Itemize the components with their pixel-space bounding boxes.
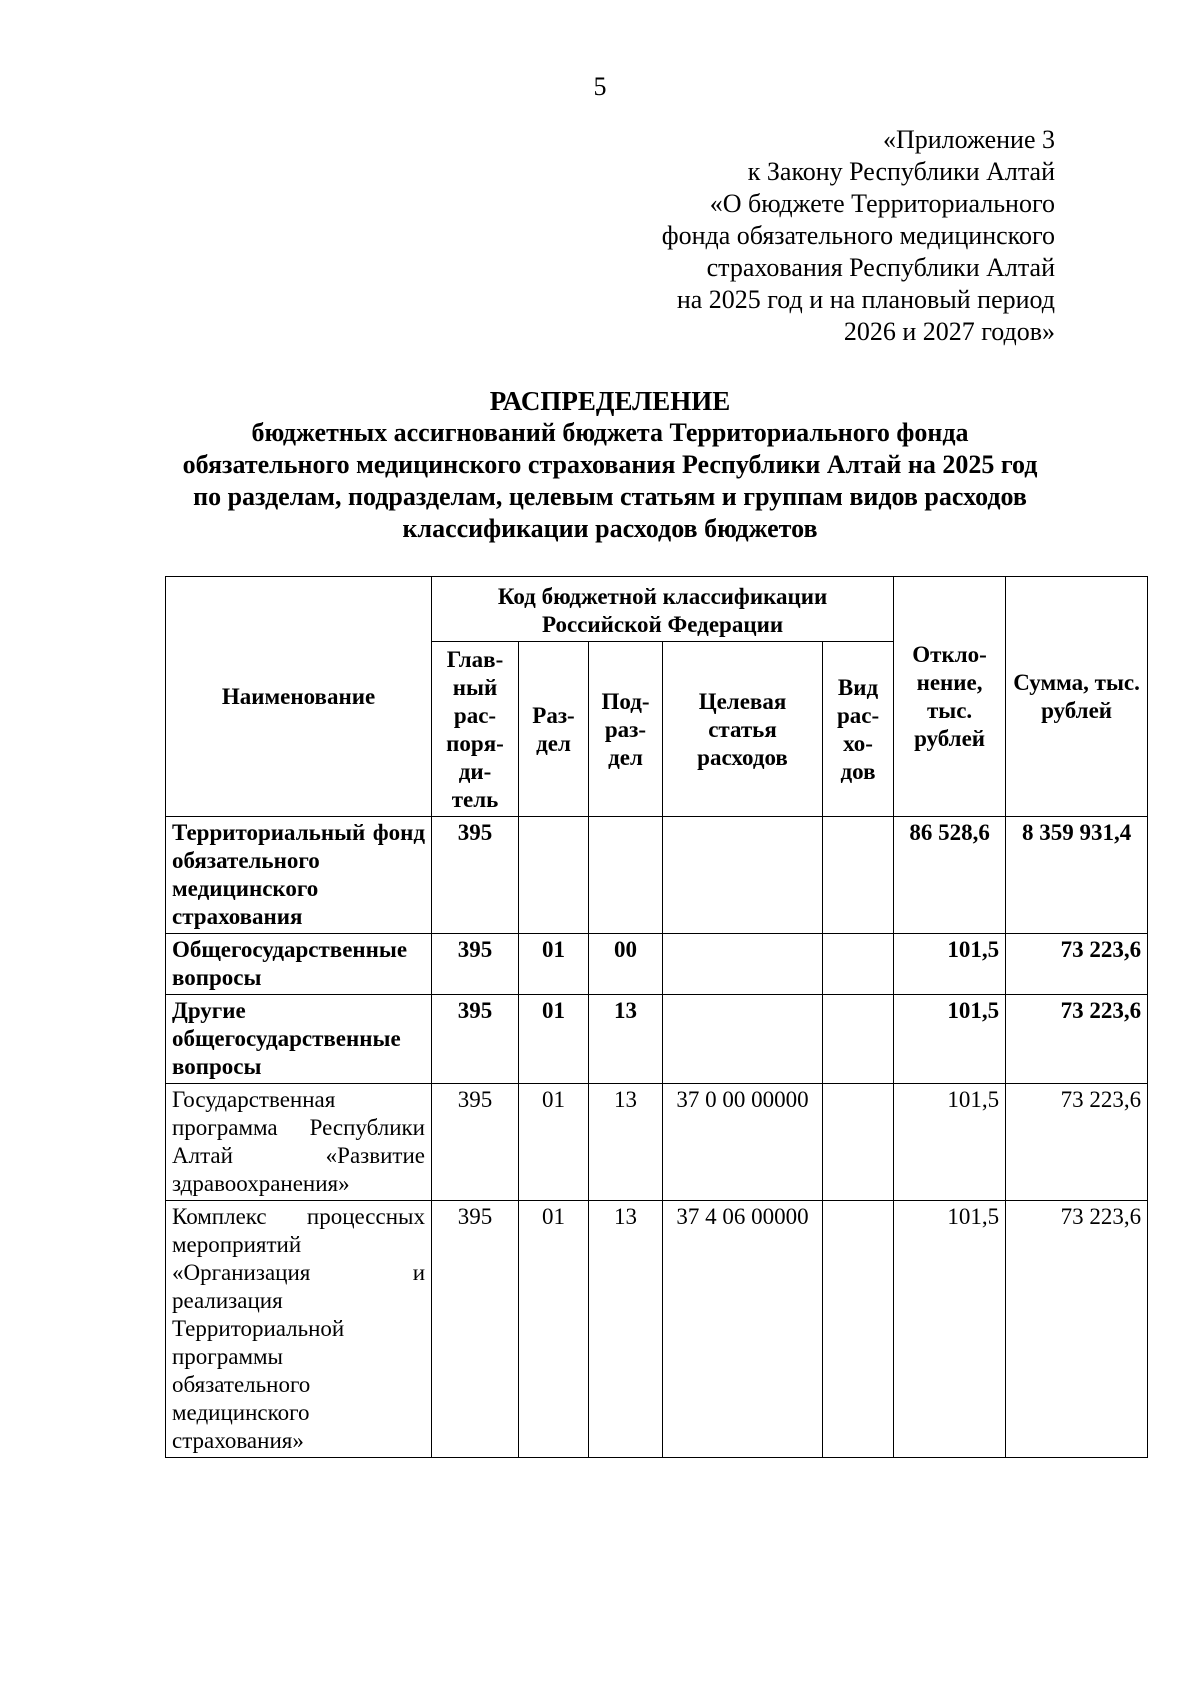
table-row [166,934,1148,995]
appendix-line: фонда обязательного медицинского [661,221,1055,250]
row-section: 01 [519,934,589,995]
row-section: 01 [519,1084,589,1201]
row-name: Государственная программа Республики Алтай «Развитие здравоохранения» [166,1084,432,1201]
appendix-line: на 2025 год и на плановый период [676,285,1055,314]
page-number: 5 [593,72,607,101]
header-section: Раз-дел [519,642,589,817]
row-main-manager: 395 [432,995,519,1084]
budget-table [165,576,1148,1458]
row-main-manager: 395 [432,934,519,995]
row-sum: 8 359 931,4 [1006,817,1148,934]
header-deviation: Откло-нение, тыс. рублей [894,577,1006,817]
header-target-article: Целевая статья расходов [663,642,823,817]
row-section: 01 [519,1201,589,1458]
appendix-line: к Закону Республики Алтай [747,157,1055,186]
row-target-article [663,934,823,995]
row-deviation: 86 528,6 [894,817,1006,934]
header-sum: Сумма, тыс. рублей [1006,577,1148,817]
row-name: Территориальный фонд обязательного медицинского страхования [166,817,432,934]
table-row [166,1201,1148,1458]
title-line: бюджетных ассигнований бюджета Территориального фонда [251,418,969,447]
row-deviation: 101,5 [894,1201,1006,1458]
row-subsection: 13 [589,995,663,1084]
table-row [166,1084,1148,1201]
row-target-article: 37 4 06 00000 [663,1201,823,1458]
row-name: Общегосударственные вопросы [166,934,432,995]
title-main: РАСПРЕДЕЛЕНИЕ [489,386,731,416]
row-deviation: 101,5 [894,1084,1006,1201]
row-main-manager: 395 [432,817,519,934]
row-main-manager: 395 [432,1201,519,1458]
row-expense-type [823,1084,894,1201]
row-expense-type [823,1201,894,1458]
header-expense-type: Вид рас-хо-дов [823,642,894,817]
header-main-manager: Глав-ный рас-поря-ди-тель [432,642,519,817]
row-sum: 73 223,6 [1006,934,1148,995]
row-deviation: 101,5 [894,995,1006,1084]
appendix-line: «Приложение 3 [882,125,1055,154]
title-line: обязательного медицинского страхования Республики Алтай на 2025 год [182,450,1038,479]
row-sum: 73 223,6 [1006,1084,1148,1201]
appendix-line: 2026 и 2027 годов» [843,317,1055,346]
row-name: Комплекс процессных мероприятий «Организация и реализация Территориальной программы обязательного медицинского страхования» [166,1201,432,1458]
row-target-article: 37 0 00 00000 [663,1084,823,1201]
row-subsection: 00 [589,934,663,995]
row-target-article [663,817,823,934]
row-subsection: 13 [589,1084,663,1201]
header-code-group: Код бюджетной классификации Российской Федерации [432,577,894,642]
row-expense-type [823,995,894,1084]
appendix-line: страхования Республики Алтай [706,253,1055,282]
row-subsection [589,817,663,934]
document-title [140,385,1080,545]
row-section [519,817,589,934]
row-section: 01 [519,995,589,1084]
row-sum: 73 223,6 [1006,1201,1148,1458]
row-target-article [663,995,823,1084]
header-name: Наименование [166,577,432,817]
row-expense-type [823,934,894,995]
row-deviation: 101,5 [894,934,1006,995]
table-row [166,817,1148,934]
row-main-manager: 395 [432,1084,519,1201]
row-subsection: 13 [589,1201,663,1458]
appendix-line: «О бюджете Территориального [709,189,1055,218]
header-subsection: Под-раз-дел [589,642,663,817]
appendix-reference [662,124,1055,348]
row-name: Другие общегосударственные вопросы [166,995,432,1084]
row-expense-type [823,817,894,934]
title-line: классификации расходов бюджетов [402,514,818,543]
title-line: по разделам, подразделам, целевым статьям и группам видов расходов [193,482,1027,511]
table-row [166,995,1148,1084]
row-sum: 73 223,6 [1006,995,1148,1084]
